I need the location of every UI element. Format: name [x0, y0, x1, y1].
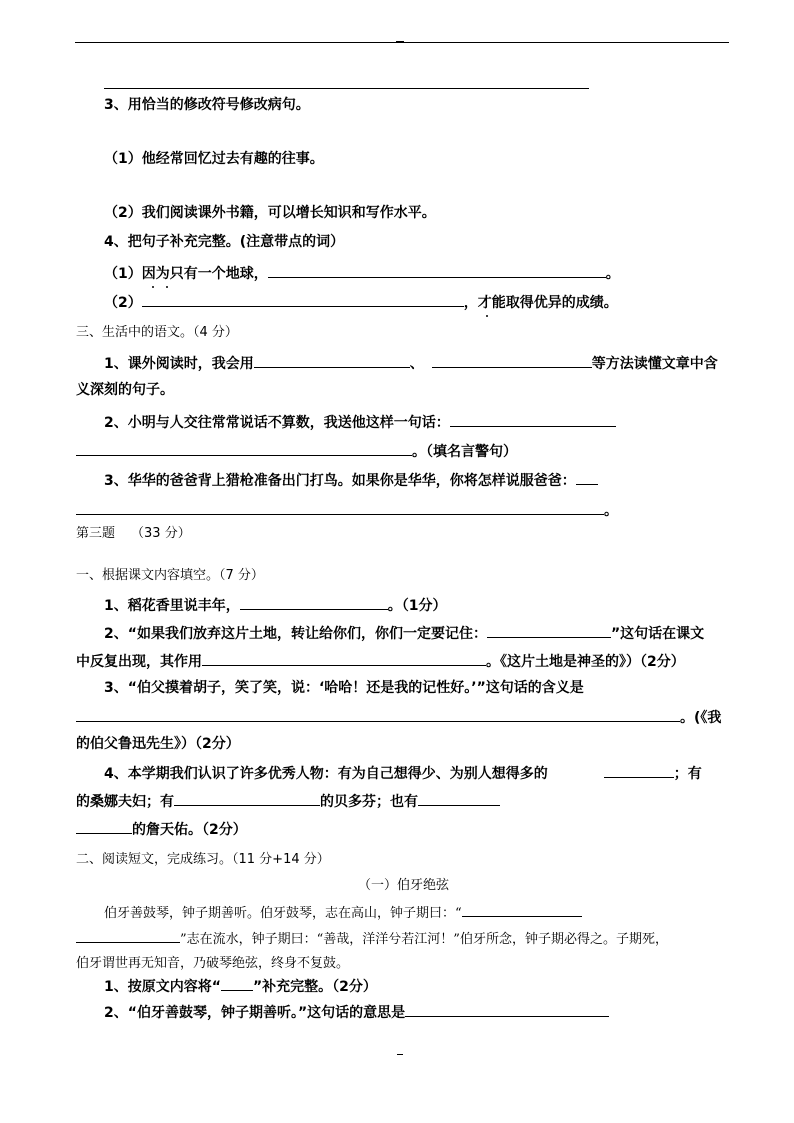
passage-text [104, 903, 582, 923]
answer-blank[interactable] [76, 500, 604, 515]
question-item [76, 791, 500, 811]
answer-blank[interactable] [76, 441, 412, 456]
question-item [76, 441, 517, 461]
question-item: 3、“伯父摸着胡子，笑了笑，说：‘哈哈！还是我的记性好。’”这句话的含义是 [104, 680, 584, 696]
item-text: 。（1分） [387, 598, 447, 614]
item-text: 、 [409, 356, 424, 372]
question-title: 3、用恰当的修改符号修改病句。 [104, 97, 310, 113]
answer-blank[interactable] [418, 791, 500, 806]
answer-blank[interactable] [202, 651, 486, 666]
answer-line [104, 88, 589, 89]
question-item [104, 412, 616, 432]
passage-text [76, 929, 668, 949]
answer-blank[interactable] [254, 353, 410, 368]
answer-blank[interactable] [221, 976, 253, 991]
emphasis-dot [166, 286, 168, 288]
answer-blank[interactable] [450, 412, 616, 427]
answer-blank[interactable] [487, 623, 611, 638]
item-text: 。 [604, 503, 618, 519]
item-text: 1、稻花香里说丰年， [104, 598, 240, 614]
item-text: 等方法读懂文章中含 [591, 356, 718, 372]
question-item [104, 623, 704, 643]
item-text: （2） [104, 295, 142, 311]
section-title: 二、阅读短文，完成练习。（11 分+14 分） [76, 852, 330, 867]
header-mark [396, 41, 404, 43]
item-text: 的詹天佑。（2分） [132, 822, 247, 838]
passage-text: 伯牙谓世再无知音，乃破琴绝弦，终身不复鼓。 [76, 956, 350, 971]
item-text: ”这句话在课文 [610, 626, 705, 642]
answer-blank[interactable] [76, 707, 680, 722]
part-label: 第三题 [76, 526, 116, 541]
item-text: 2、“伯牙善鼓琴，钟子期善听。”这句话的意思是 [104, 1005, 406, 1021]
question-item [76, 819, 247, 839]
item-text: 。《这片土地是神圣的》）（2分） [486, 654, 685, 670]
item-text: 中反复出现，其作用 [76, 654, 202, 670]
item-text: （1）因为只有一个地球， [104, 266, 268, 282]
answer-blank[interactable] [268, 263, 606, 278]
question-title: 4、把句子补充完整。(注意带点的词） [104, 234, 345, 250]
emphasis-dot [486, 315, 488, 317]
answer-blank[interactable] [405, 1002, 609, 1017]
question-item [104, 470, 598, 490]
question-item [76, 707, 721, 727]
question-item [104, 263, 620, 283]
question-item: （1）他经常回忆过去有趣的往事。 [104, 151, 324, 167]
item-text: 的贝多芬；也有 [320, 794, 418, 810]
item-text: ，才能取得优异的成绩。 [463, 295, 618, 311]
answer-blank[interactable] [76, 819, 132, 834]
item-text: 。(《我 [680, 710, 722, 726]
section-title: 一、根据课文内容填空。（7 分） [76, 568, 264, 583]
item-text: ；有 [673, 766, 702, 782]
emphasis-dot [152, 286, 154, 288]
question-item [104, 595, 447, 615]
question-item [104, 292, 618, 312]
passage-title: （一）伯牙绝弦 [358, 878, 450, 893]
question-item [104, 976, 377, 996]
item-text: ”补充完整。（2分） [252, 979, 377, 995]
item-text: 。（填名言警句） [412, 444, 517, 460]
question-item: 的伯父鲁迅先生》）（2分） [76, 736, 240, 752]
item-text: 1、按原文内容将“ [104, 979, 221, 995]
passage-line: 伯牙善鼓琴，钟子期善听。伯牙鼓琴，志在高山，钟子期曰：“ [104, 906, 462, 921]
answer-blank[interactable] [142, 292, 464, 307]
item-text: 2、“如果我们放弃这片土地，转让给你们，你们一定要记住： [104, 626, 487, 642]
part-score: （33 分） [131, 526, 191, 541]
passage-line: ”志在流水，钟子期曰：“善哉，洋洋兮若江河！”伯牙所念，钟子期必得之。子期死， [180, 932, 668, 947]
question-item [104, 353, 718, 373]
part-title [76, 525, 191, 543]
question-item [104, 1002, 609, 1022]
answer-blank[interactable] [76, 929, 180, 943]
item-text: 2、小明与人交往常常说话不算数，我送他这样一句话： [104, 415, 450, 431]
question-item [76, 651, 685, 671]
answer-blank[interactable] [576, 470, 598, 485]
question-item [76, 500, 618, 520]
item-text: 3、华华的爸爸背上猎枪准备出门打鸟。如果你是华华，你将怎样说服爸爸： [104, 473, 576, 489]
answer-blank[interactable] [432, 353, 592, 368]
item-text: 的桑娜夫妇；有 [76, 794, 174, 810]
answer-blank[interactable] [240, 595, 388, 610]
question-item: 义深刻的句子。 [76, 382, 174, 398]
question-item [104, 763, 702, 783]
item-text: 1、课外阅读时，我会用 [104, 356, 254, 372]
answer-blank[interactable] [174, 791, 320, 806]
page-footer-mark [397, 1054, 403, 1055]
answer-blank[interactable] [604, 763, 674, 778]
section-title: 三、生活中的语文。（4 分） [76, 325, 238, 340]
answer-blank[interactable] [462, 903, 582, 917]
question-item: （2）我们阅读课外书籍，可以增长知识和写作水平。 [104, 205, 436, 221]
item-text: 4、本学期我们认识了许多优秀人物：有为自己想得少、为别人想得多的 [104, 766, 548, 782]
item-text: 。 [605, 266, 620, 282]
